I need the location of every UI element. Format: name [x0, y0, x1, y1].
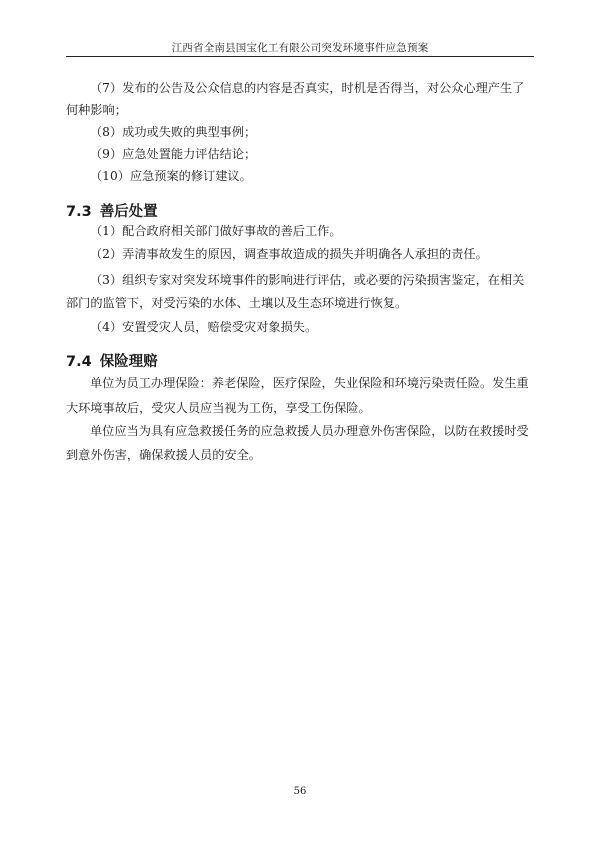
paragraph-2-line2: 到意外伤害，确保救援人员的安全。: [66, 448, 261, 462]
list-item-3-line1: （3）组织专家对突发环境事件的影响进行评估，或必要的污染损害鉴定，在相关: [90, 273, 525, 287]
paragraph-2-line1: 单位应当为具有应急救援任务的应急救援人员办理意外伤害保险，以防在救援时受: [90, 424, 529, 438]
section-heading-7-3: [66, 200, 158, 221]
section-number: 7.3: [66, 204, 92, 220]
list-item-7-line1: （7）发布的公告及公众信息的内容是否真实，时机是否得当，对公众心理产生了: [90, 81, 525, 95]
list-item-3-line2: 部门的监管下，对受污染的水体、土壤以及生态环境进行恢复。: [66, 296, 408, 310]
header-title: 江西省全南县国宝化工有限公司突发环境事件应急预案: [171, 42, 429, 54]
list-item-1: （1）配合政府相关部门做好事故的善后工作。: [90, 224, 342, 238]
paragraph-1-line2: 大环境事故后，受灾人员应当视为工伤，享受工伤保险。: [66, 401, 371, 415]
page-number: 56: [293, 786, 307, 797]
list-item-4: （4）安置受灾人员，赔偿受灾对象损失。: [90, 320, 318, 334]
section-title: 保险理赔: [99, 354, 158, 370]
section-title: 善后处置: [99, 204, 158, 220]
list-item-10: （10）应急预案的修订建议。: [90, 169, 252, 183]
section-number: 7.4: [66, 354, 92, 370]
paragraph-1-line1: 单位为员工办理保险：养老保险，医疗保险，失业保险和环境污染责任险。发生重: [90, 376, 529, 390]
list-item-8: （8）成功或失败的典型事例；: [90, 125, 257, 139]
list-item-2: （2）弄清事故发生的原因，调查事故造成的损失并明确各人承担的责任。: [90, 247, 488, 261]
list-item-9: （9）应急处置能力评估结论；: [90, 147, 257, 161]
header-divider: [66, 56, 534, 57]
section-heading-7-4: [66, 350, 158, 371]
list-item-7-line2: 何种影响；: [66, 103, 127, 117]
